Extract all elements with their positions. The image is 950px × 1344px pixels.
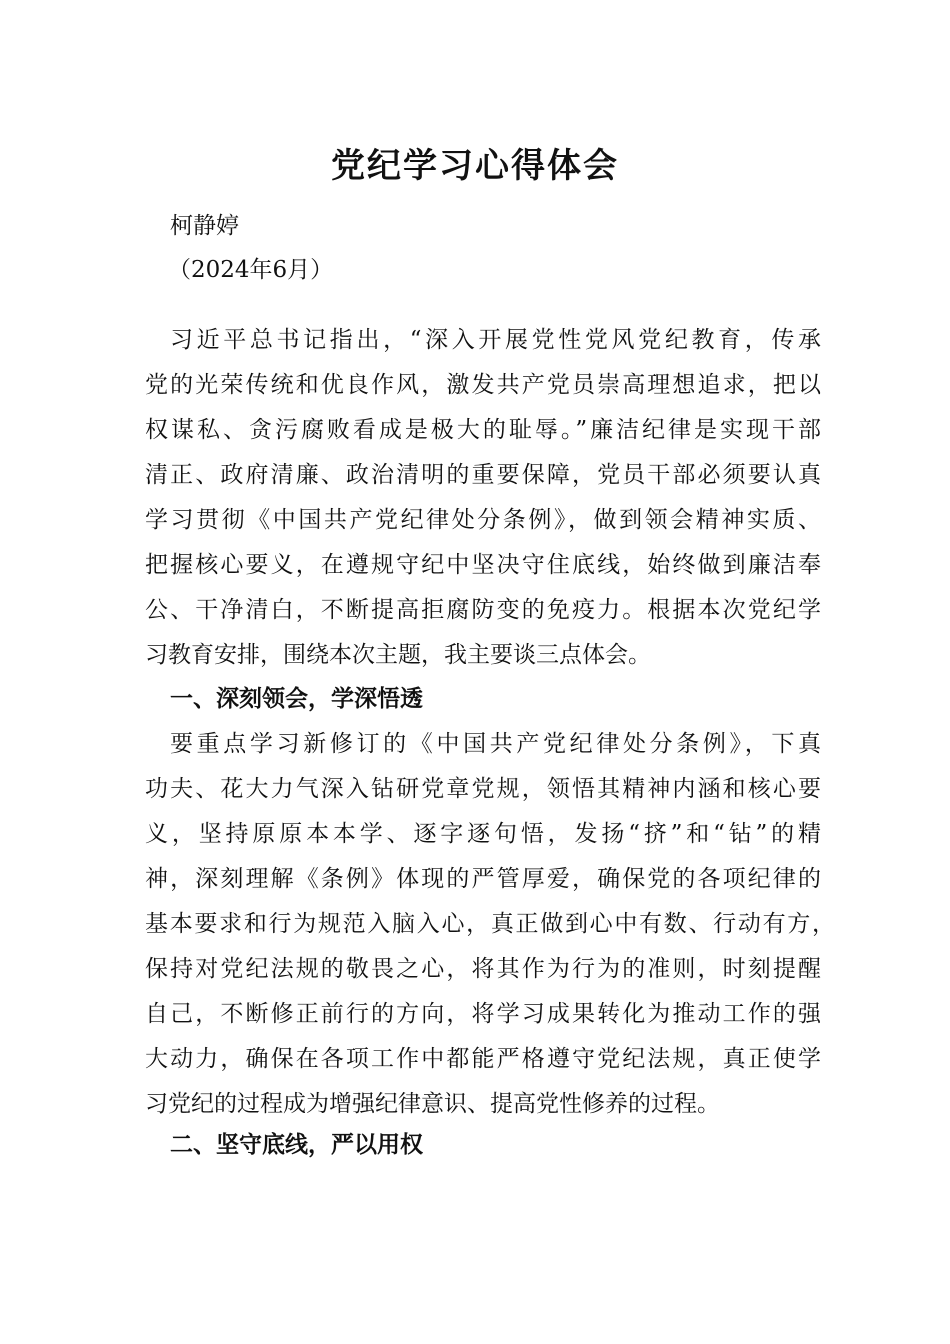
paragraph-line: 自己，不断修正前行的方向，将学习成果转化为推动工作的强 xyxy=(145,1001,821,1027)
paragraph-line: 保持对党纪法规的敬畏之心，将其作为行为的准则，时刻提醒 xyxy=(145,956,821,982)
paragraph-line: 要重点学习新修订的《中国共产党纪律处分条例》，下真 xyxy=(170,731,821,757)
paragraph-line: 习近平总书记指出，“深入开展党性党风党纪教育，传承 xyxy=(170,327,821,353)
paragraph-line: 大动力，确保在各项工作中都能严格遵守党纪法规，真正使学 xyxy=(145,1046,821,1072)
section-heading-1: 一、深刻领会，学深悟透 xyxy=(170,686,423,712)
paragraph-line: 义，坚持原原本本学、逐字逐句悟，发扬“挤”和“钻”的精 xyxy=(145,821,821,847)
paragraph-line: 习教育安排，围绕本次主题，我主要谈三点体会。 xyxy=(145,642,651,668)
author: 柯静婷 xyxy=(170,213,239,239)
paragraph-line: 基本要求和行为规范入脑入心，真正做到心中有数、行动有方， xyxy=(145,911,835,937)
paragraph-line: 学习贯彻《中国共产党纪律处分条例》，做到领会精神实质、 xyxy=(145,507,821,533)
section-heading-2: 二、坚守底线，严以用权 xyxy=(170,1132,423,1158)
date: （2024年6月） xyxy=(168,257,334,283)
paragraph-line: 公、干净清白，不断提高拒腐防变的免疫力。根据本次党纪学 xyxy=(145,597,821,623)
paragraph-line: 习党纪的过程成为增强纪律意识、提高党性修养的过程。 xyxy=(145,1091,720,1117)
paragraph-line: 把握核心要义，在遵规守纪中坚决守住底线，始终做到廉洁奉 xyxy=(145,552,821,578)
paragraph-line: 神，深刻理解《条例》体现的严管厚爱，确保党的各项纪律的 xyxy=(145,866,821,892)
paragraph-line: 清正、政府清廉、政治清明的重要保障，党员干部必须要认真 xyxy=(145,462,821,488)
paragraph-line: 权谋私、贪污腐败看成是极大的耻辱。”廉洁纪律是实现干部 xyxy=(145,417,821,443)
paragraph-line: 功夫、花大力气深入钻研党章党规，领悟其精神内涵和核心要 xyxy=(145,776,821,802)
document-title: 党纪学习心得体会 xyxy=(331,146,619,186)
paragraph-line: 党的光荣传统和优良作风，激发共产党员崇高理想追求，把以 xyxy=(145,372,821,398)
